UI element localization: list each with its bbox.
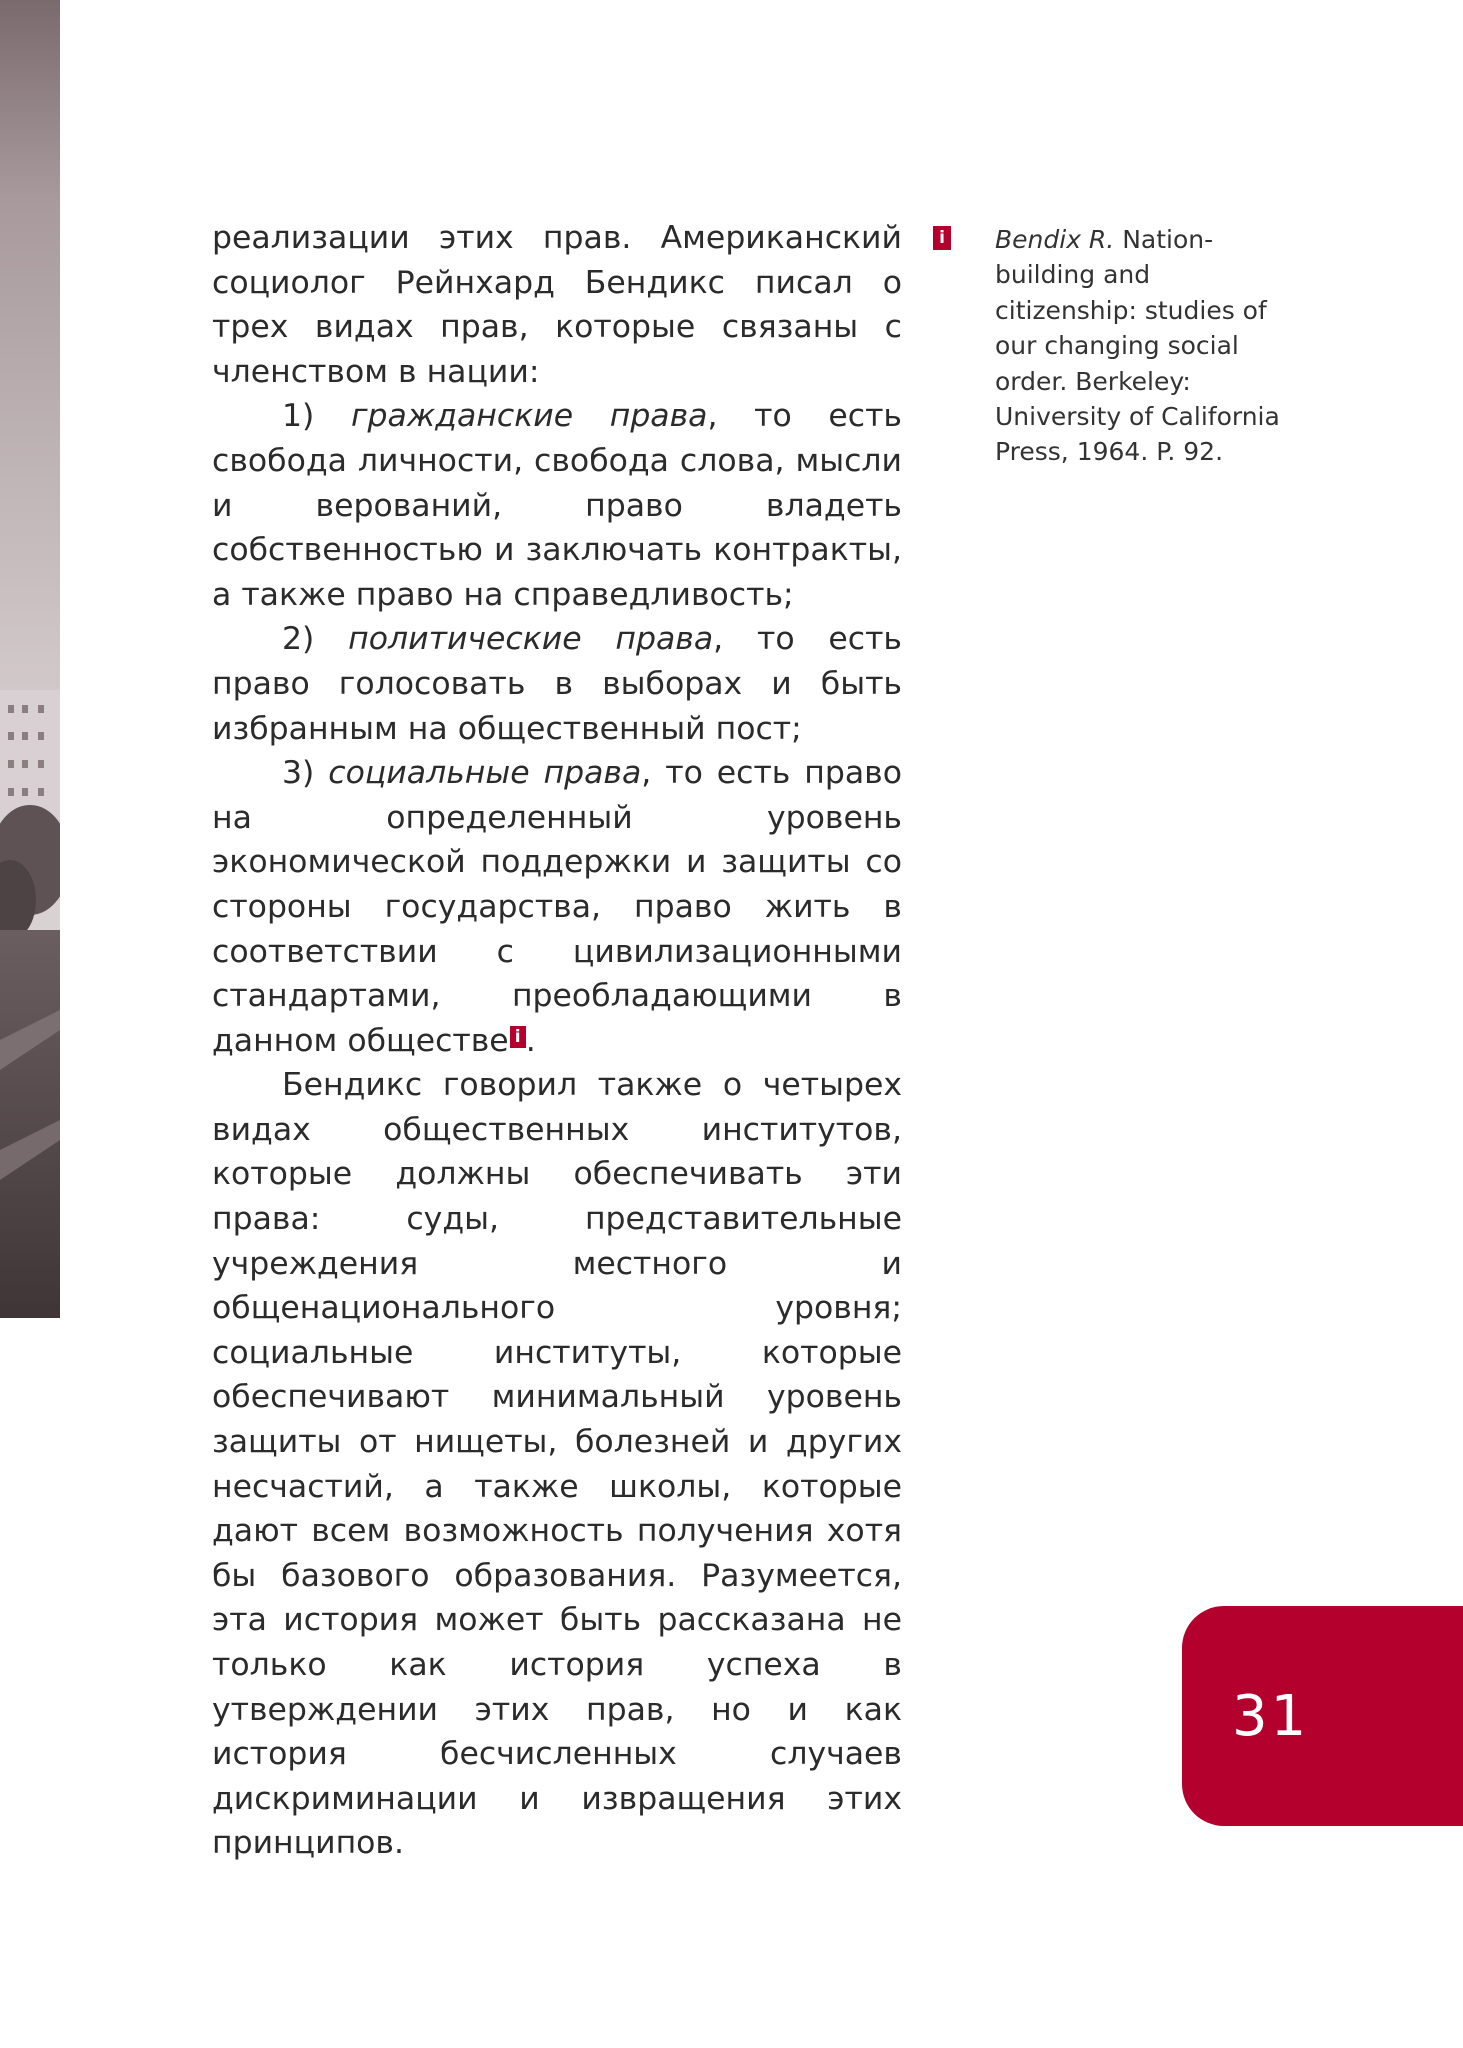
paragraph-text: Бендикс говорил также о четырех видах общественных институтов, которые должны обеспечивать эти права: суды, представительные учреждения местного и общенационального уровня; социальные институты, которые обеспечивают минимальный уровень защиты от нищеты, болезней и других несчастий, а также школы, которые дают всем возможность получения хотя бы базового образования. Разумеется, эта история может быть рассказана не только как история успеха в утверждении этих прав, но и как история бесчисленных случаев дискриминации и извращения этих принципов. <box>212 1067 902 1862</box>
list-term: гражданские права <box>350 398 708 435</box>
list-item <box>212 751 902 1063</box>
note-text: Nation-building and citizenship: studies of our changing social order. Berkeley: University of California Press, 1964. P. 92. <box>995 225 1280 467</box>
paragraph <box>212 216 902 394</box>
paragraph <box>212 1063 902 1866</box>
list-number: 3) <box>282 755 315 792</box>
paragraph-text: реализации этих прав. Американский социолог Рейнхард Бендикс писал о трех видах прав, которые связаны с членством в нации: <box>212 220 902 390</box>
footnote-marker-icon[interactable]: i <box>510 1026 526 1048</box>
list-term: политические права <box>348 621 714 658</box>
page-number-tab <box>1182 1606 1463 1826</box>
list-item <box>212 617 902 751</box>
note-marker-icon: i <box>933 226 951 250</box>
page-number: 31 <box>1232 1684 1310 1749</box>
list-text-tail: . <box>525 1022 536 1059</box>
edge-photo <box>0 0 60 1318</box>
list-text: , то есть право голосовать в выборах и быть избранным на общественный пост; <box>212 621 902 747</box>
list-text: , то есть свобода личности, свобода слова, мысли и верований, право владеть собственностью и заключать контракты, а также право на справедливость; <box>212 398 902 613</box>
list-text: , то есть право на определенный уровень экономической поддержки и защиты со стороны государства, право жить в соответствии с цивилизационными стандартами, преобладающими в данном обществе <box>212 755 903 1059</box>
side-note <box>995 222 1295 470</box>
list-term: социальные права <box>328 755 642 792</box>
list-item <box>212 394 902 617</box>
note-author: Bendix R. <box>995 225 1115 254</box>
main-text <box>212 216 902 1866</box>
list-number: 1) <box>282 398 315 435</box>
list-number: 2) <box>282 621 315 658</box>
